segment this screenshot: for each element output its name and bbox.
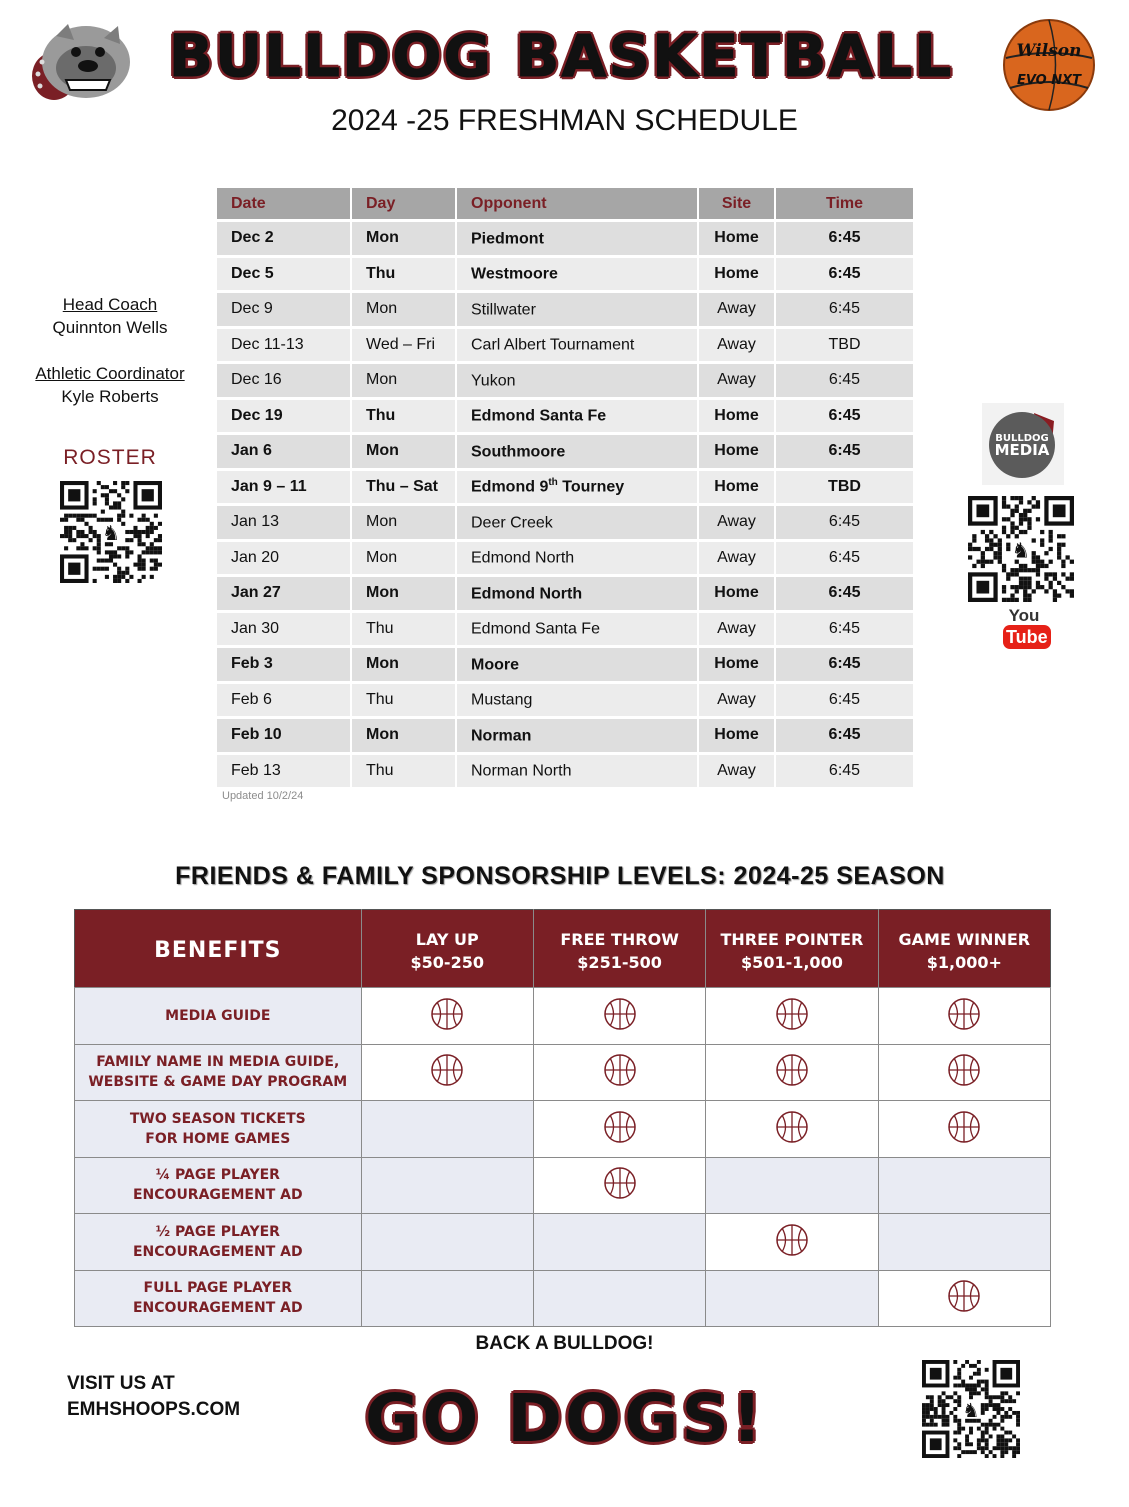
cell-date: Feb 10 <box>217 719 350 752</box>
benefit-line: ¼ PAGE PLAYER <box>155 1167 280 1184</box>
cell-opponent <box>457 648 697 681</box>
staff-role: Head Coach <box>62 295 158 314</box>
benefit-line: ENCOURAGEMENT AD <box>132 1187 303 1204</box>
basketball-icon <box>774 1073 810 1092</box>
cell-date: Feb 13 <box>217 755 350 788</box>
benefit-cell-empty <box>878 1214 1050 1271</box>
cell-opponent <box>457 258 697 291</box>
schedule-header-row <box>217 188 913 219</box>
opponent-name: Southmoore <box>471 442 566 460</box>
cell-day: Thu <box>352 613 455 646</box>
cell-date: Dec 9 <box>217 293 350 326</box>
schedule-row <box>217 435 913 468</box>
benefit-line: ENCOURAGEMENT AD <box>132 1300 303 1317</box>
cell-opponent <box>457 506 697 539</box>
cell-day: Mon <box>352 435 455 468</box>
cell-time: 6:45 <box>776 648 913 681</box>
cell-site: Away <box>699 329 774 362</box>
cell-day: Thu <box>352 258 455 291</box>
cell-date: Dec 19 <box>217 400 350 433</box>
cell-time: 6:45 <box>776 222 913 255</box>
back-a-bulldog-text: BACK A BULLDOG! <box>475 1333 654 1354</box>
cell-opponent <box>457 329 697 362</box>
cell-opponent <box>457 613 697 646</box>
cell-day: Mon <box>352 506 455 539</box>
updated-note: Updated 10/2/24 <box>222 790 304 802</box>
basketball-icon <box>774 1243 810 1262</box>
cell-day: Thu <box>352 684 455 717</box>
youtube-you-text: You <box>1008 606 1040 625</box>
head-coach-block <box>20 293 200 339</box>
sponsorship-row <box>75 1101 1051 1158</box>
benefit-cell-included <box>533 1101 705 1158</box>
sponsorship-row <box>75 1157 1051 1214</box>
cell-day: Wed – Fri <box>352 329 455 362</box>
cell-date: Jan 30 <box>217 613 350 646</box>
basketball-icon <box>774 1130 810 1149</box>
schedule-row <box>217 400 913 433</box>
schedule-row <box>217 222 913 255</box>
basketball-icon <box>946 1073 982 1092</box>
basketball-icon <box>774 1017 810 1036</box>
benefit-line: TWO SEASON TICKETS <box>129 1110 306 1127</box>
cell-date: Dec 2 <box>217 222 350 255</box>
cell-site: Home <box>699 648 774 681</box>
cell-site: Away <box>699 364 774 397</box>
benefit-cell-empty <box>361 1270 533 1327</box>
schedule-row <box>217 684 913 717</box>
sponsorship-row <box>75 1270 1051 1327</box>
schedule-row <box>217 258 913 291</box>
basketball-icon <box>602 1073 638 1092</box>
visit-website-text <box>67 1371 240 1423</box>
cell-time: 6:45 <box>776 258 913 291</box>
cell-site: Home <box>699 435 774 468</box>
benefit-cell-included <box>706 1101 878 1158</box>
cell-site: Away <box>699 755 774 788</box>
cell-site: Away <box>699 684 774 717</box>
cell-site: Home <box>699 222 774 255</box>
benefit-cell-included <box>533 1157 705 1214</box>
basketball-icon <box>946 1017 982 1036</box>
benefit-label <box>75 988 362 1045</box>
benefit-cell-included <box>878 1101 1050 1158</box>
schedule-row <box>217 577 913 610</box>
opponent-name: Mustang <box>471 691 533 709</box>
cell-time: 6:45 <box>776 506 913 539</box>
opponent-name: Edmond 9 <box>471 478 549 496</box>
cell-opponent <box>457 293 697 326</box>
ball-brand-text: Wilson <box>1016 41 1082 61</box>
opponent-sup: th <box>548 477 558 489</box>
cell-day: Thu <box>352 400 455 433</box>
benefit-line: WEBSITE & GAME DAY PROGRAM <box>88 1074 348 1091</box>
cell-site: Away <box>699 613 774 646</box>
benefit-label <box>75 1270 362 1327</box>
sponsorship-table <box>74 909 1051 1327</box>
opponent-name: Edmond North <box>471 584 583 602</box>
cell-date: Jan 13 <box>217 506 350 539</box>
staff-name: Kyle Roberts <box>61 387 159 406</box>
cell-day: Thu – Sat <box>352 471 455 504</box>
staff-name: Quinnton Wells <box>52 318 168 337</box>
page-subtitle: 2024 -25 FRESHMAN SCHEDULE <box>331 104 798 137</box>
cell-date: Jan 6 <box>217 435 350 468</box>
col-header-date: Date <box>217 188 350 219</box>
basketball-icon <box>429 1073 465 1092</box>
schedule-row <box>217 613 913 646</box>
level-name: FREE THROW <box>560 929 679 949</box>
cell-date: Dec 5 <box>217 258 350 291</box>
cell-site: Away <box>699 542 774 575</box>
benefit-line: MEDIA GUIDE <box>165 1007 271 1024</box>
schedule-row <box>217 542 913 575</box>
cell-day: Mon <box>352 577 455 610</box>
cell-opponent <box>457 719 697 752</box>
cell-day: Mon <box>352 364 455 397</box>
cell-date: Jan 20 <box>217 542 350 575</box>
sponsorship-row <box>75 988 1051 1045</box>
sponsorship-row <box>75 1214 1051 1271</box>
cell-day: Mon <box>352 222 455 255</box>
benefit-cell-empty <box>533 1270 705 1327</box>
benefit-cell-included <box>361 988 533 1045</box>
level-price: $50-250 <box>410 952 484 972</box>
basketball-icon <box>602 1130 638 1149</box>
media-logo-line2: MEDIA <box>994 441 1050 459</box>
schedule-row <box>217 329 913 362</box>
opponent-suffix: Tourney <box>557 478 625 496</box>
cell-site: Home <box>699 258 774 291</box>
opponent-name: Carl Albert Tournament <box>471 336 635 354</box>
level-header-three-pointer <box>706 910 878 988</box>
opponent-name: Norman North <box>471 762 572 780</box>
visit-line: VISIT US AT <box>67 1373 175 1394</box>
cell-site: Home <box>699 577 774 610</box>
website-link[interactable]: EMHSHOOPS.COM <box>67 1399 241 1420</box>
benefit-cell-included <box>533 988 705 1045</box>
sponsorship-row <box>75 1044 1051 1101</box>
schedule-row <box>217 719 913 752</box>
cell-opponent <box>457 684 697 717</box>
benefit-label <box>75 1214 362 1271</box>
benefit-label <box>75 1101 362 1158</box>
cell-time: 6:45 <box>776 719 913 752</box>
schedule-row <box>217 755 913 788</box>
col-header-site: Site <box>699 188 774 219</box>
benefit-cell-included <box>878 1270 1050 1327</box>
basketball-icon <box>429 1017 465 1036</box>
cell-opponent <box>457 400 697 433</box>
schedule-row <box>217 364 913 397</box>
benefit-line: ENCOURAGEMENT AD <box>132 1243 303 1260</box>
level-price: $501-1,000 <box>741 952 843 972</box>
basketball-icon <box>946 1299 982 1318</box>
schedule-table <box>215 185 915 790</box>
benefit-cell-empty <box>706 1270 878 1327</box>
sponsorship-title: FRIENDS & FAMILY SPONSORSHIP LEVELS: 2024-25 SEASON <box>175 862 945 890</box>
cell-time: 6:45 <box>776 577 913 610</box>
schedule-row <box>217 471 913 504</box>
benefits-header: BENEFITS <box>75 910 362 988</box>
benefit-cell-included <box>706 1214 878 1271</box>
benefit-cell-included <box>706 1044 878 1101</box>
benefit-line: FOR HOME GAMES <box>145 1130 291 1147</box>
cell-site: Home <box>699 471 774 504</box>
cell-date: Dec 16 <box>217 364 350 397</box>
media-logo-line1: BULLDOG <box>995 433 1049 444</box>
cell-day: Mon <box>352 542 455 575</box>
opponent-name: Westmoore <box>471 265 558 283</box>
opponent-name: Edmond North <box>471 549 575 567</box>
svg-text:♞: ♞ <box>1011 539 1031 563</box>
level-price: $251-500 <box>577 952 662 972</box>
benefit-cell-empty <box>878 1157 1050 1214</box>
cell-date: Feb 3 <box>217 648 350 681</box>
roster-qr-code[interactable] <box>60 481 164 588</box>
benefit-cell-included <box>361 1044 533 1101</box>
cell-time: 6:45 <box>776 435 913 468</box>
benefit-label <box>75 1044 362 1101</box>
basketball-icon <box>602 1017 638 1036</box>
opponent-name: Edmond Santa Fe <box>471 407 607 425</box>
cell-time: 6:45 <box>776 684 913 717</box>
sponsorship-qr-code[interactable] <box>922 1360 1022 1463</box>
level-name: THREE POINTER <box>720 929 864 949</box>
cell-site: Home <box>699 719 774 752</box>
youtube-tube-text: Tube <box>1003 625 1051 649</box>
benefit-line: ½ PAGE PLAYER <box>155 1223 280 1240</box>
cell-day: Mon <box>352 293 455 326</box>
page-title: BULLDOG BASKETBALL <box>168 22 954 90</box>
cell-site: Away <box>699 293 774 326</box>
svg-text:♞: ♞ <box>962 1399 980 1422</box>
cell-time: 6:45 <box>776 613 913 646</box>
opponent-name: Deer Creek <box>471 513 553 531</box>
cell-site: Away <box>699 506 774 539</box>
cell-date: Jan 9 – 11 <box>217 471 350 504</box>
cell-time: TBD <box>776 471 913 504</box>
col-header-time: Time <box>776 188 913 219</box>
benefit-cell-included <box>878 988 1050 1045</box>
col-header-day: Day <box>352 188 455 219</box>
cell-opponent <box>457 577 697 610</box>
benefit-cell-empty <box>533 1214 705 1271</box>
schedule-row <box>217 293 913 326</box>
cell-opponent <box>457 435 697 468</box>
cell-time: 6:45 <box>776 400 913 433</box>
benefit-cell-empty <box>361 1101 533 1158</box>
level-name: LAY UP <box>415 929 479 949</box>
basketball-icon <box>946 1130 982 1149</box>
cell-site: Home <box>699 400 774 433</box>
cell-time: 6:45 <box>776 755 913 788</box>
opponent-name: Moore <box>471 655 519 673</box>
opponent-name: Edmond Santa Fe <box>471 620 600 638</box>
sponsorship-header-row <box>75 910 1051 988</box>
cell-date: Dec 11-13 <box>217 329 350 362</box>
cell-time: 6:45 <box>776 364 913 397</box>
media-qr-code[interactable] <box>968 496 1074 607</box>
level-header-lay-up <box>361 910 533 988</box>
cell-date: Jan 27 <box>217 577 350 610</box>
cell-day: Thu <box>352 755 455 788</box>
go-dogs-slogan: GO DOGS! <box>365 1380 765 1457</box>
basketball-icon <box>602 1186 638 1205</box>
athletic-coordinator-block <box>20 362 200 408</box>
cell-opponent <box>457 222 697 255</box>
benefit-cell-included <box>706 988 878 1045</box>
benefit-line: FULL PAGE PLAYER <box>143 1280 293 1297</box>
opponent-name: Yukon <box>471 371 516 389</box>
level-price: $1,000+ <box>926 952 1002 972</box>
benefit-cell-empty <box>706 1157 878 1214</box>
cell-date: Feb 6 <box>217 684 350 717</box>
youtube-icon[interactable] <box>1003 606 1048 649</box>
cell-time: 6:45 <box>776 542 913 575</box>
cell-opponent <box>457 364 697 397</box>
benefit-cell-included <box>878 1044 1050 1101</box>
benefit-line: FAMILY NAME IN MEDIA GUIDE, <box>96 1054 340 1071</box>
schedule-row <box>217 648 913 681</box>
bulldog-mascot-logo <box>26 16 136 104</box>
opponent-name: Norman <box>471 726 532 744</box>
cell-time: TBD <box>776 329 913 362</box>
svg-text:♞: ♞ <box>101 523 121 546</box>
benefit-cell-included <box>533 1044 705 1101</box>
benefit-cell-empty <box>361 1214 533 1271</box>
bulldog-media-logo <box>982 403 1064 485</box>
cell-day: Mon <box>352 719 455 752</box>
cell-opponent <box>457 542 697 575</box>
level-header-game-winner <box>878 910 1050 988</box>
opponent-name: Stillwater <box>471 300 536 318</box>
cell-day: Mon <box>352 648 455 681</box>
cell-opponent <box>457 755 697 788</box>
ball-model-text: EVO NXT <box>1016 73 1082 88</box>
cell-opponent <box>457 471 697 504</box>
schedule-row <box>217 506 913 539</box>
cell-time: 6:45 <box>776 293 913 326</box>
level-header-free-throw <box>533 910 705 988</box>
col-header-opponent: Opponent <box>457 188 697 219</box>
benefit-label <box>75 1157 362 1214</box>
wilson-basketball-logo <box>1002 18 1096 112</box>
roster-label: ROSTER <box>63 446 157 469</box>
staff-role: Athletic Coordinator <box>35 364 185 383</box>
level-name: GAME WINNER <box>898 929 1031 949</box>
opponent-name: Piedmont <box>471 229 544 247</box>
benefit-cell-empty <box>361 1157 533 1214</box>
